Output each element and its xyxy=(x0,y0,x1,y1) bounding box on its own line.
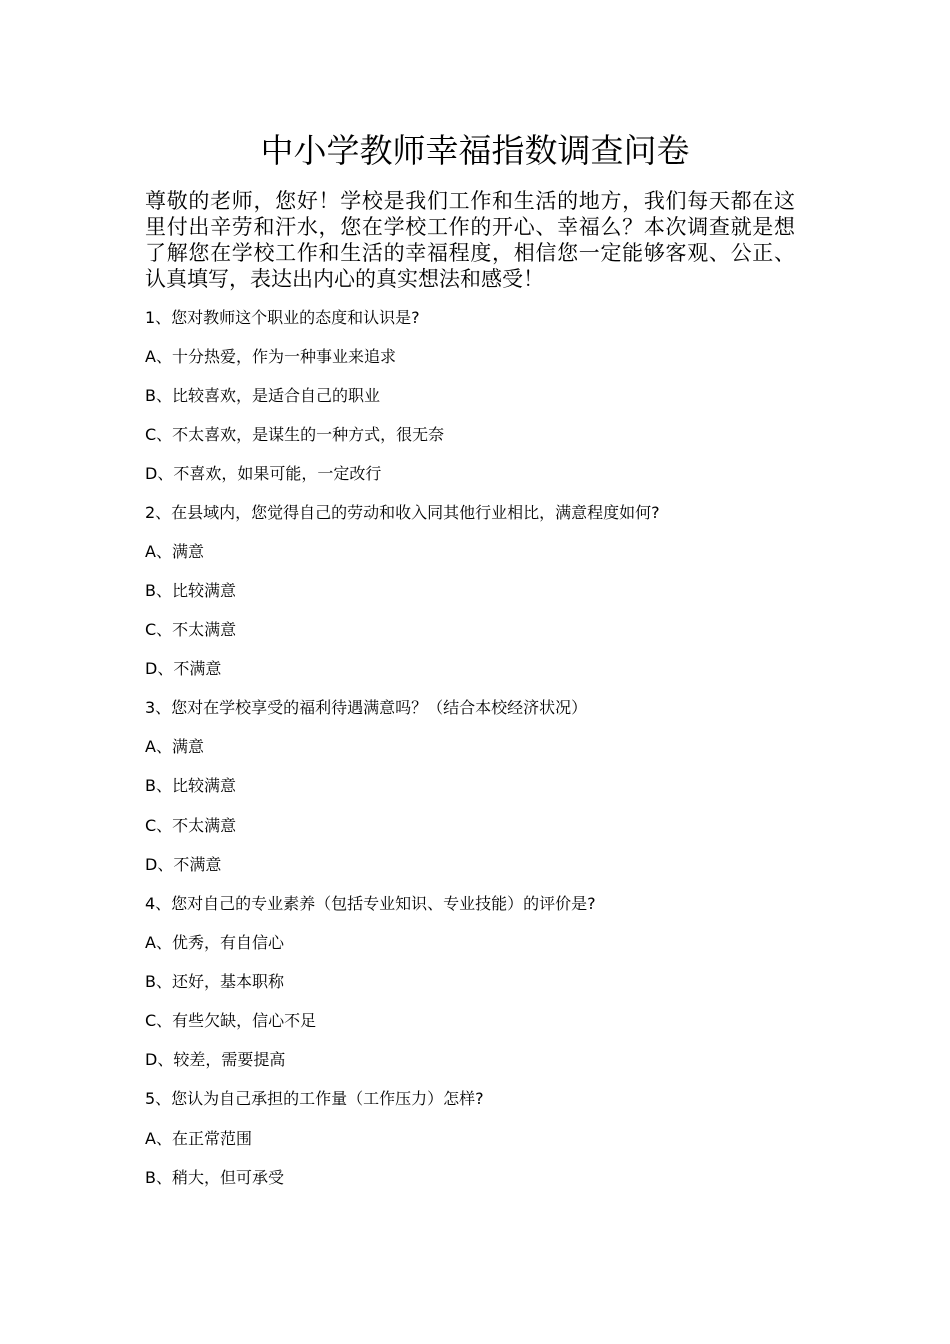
question-1: 1、您对教师这个职业的态度和认识是? xyxy=(145,308,420,327)
q2-option-b: B、比较满意 xyxy=(145,581,236,600)
q1-option-d: D、不喜欢，如果可能，一定改行 xyxy=(145,464,382,483)
intro-paragraph: 尊敬的老师，您好！学校是我们工作和生活的地方，我们每天都在这里付出辛劳和汗水，您在学校工作的开心、幸福么？本次调查就是想了解您在学校工作和生活的幸福程度，相信您一定能够客观、公正、认真填写，表达出内心的真实想法和感受！ xyxy=(145,189,795,291)
q3-option-a: A、满意 xyxy=(145,737,204,756)
question-3: 3、您对在学校享受的福利待遇满意吗？（结合本校经济状况） xyxy=(145,698,588,717)
page-title: 中小学教师幸福指数调查问卷 xyxy=(260,131,690,170)
q2-option-d: D、不满意 xyxy=(145,659,222,678)
q2-option-a: A、满意 xyxy=(145,542,204,561)
q1-option-b: B、比较喜欢，是适合自己的职业 xyxy=(145,386,380,405)
q2-option-c: C、不太满意 xyxy=(145,620,237,639)
q1-option-a: A、十分热爱，作为一种事业来追求 xyxy=(145,347,396,366)
q3-option-c: C、不太满意 xyxy=(145,816,237,835)
q4-option-c: C、有些欠缺，信心不足 xyxy=(145,1011,317,1030)
question-2: 2、在县域内，您觉得自己的劳动和收入同其他行业相比，满意程度如何? xyxy=(145,503,660,522)
q4-option-d: D、较差，需要提高 xyxy=(145,1050,286,1069)
q4-option-a: A、优秀，有自信心 xyxy=(145,933,284,952)
q3-option-b: B、比较满意 xyxy=(145,776,236,795)
q5-option-b: B、稍大，但可承受 xyxy=(145,1168,284,1187)
q5-option-a: A、在正常范围 xyxy=(145,1129,252,1148)
q4-option-b: B、还好，基本职称 xyxy=(145,972,284,991)
q1-option-c: C、不太喜欢，是谋生的一种方式，很无奈 xyxy=(145,425,445,444)
question-4: 4、您对自己的专业素养（包括专业知识、专业技能）的评价是? xyxy=(145,894,596,913)
q3-option-d: D、不满意 xyxy=(145,855,222,874)
question-5: 5、您认为自己承担的工作量（工作压力）怎样? xyxy=(145,1089,484,1108)
